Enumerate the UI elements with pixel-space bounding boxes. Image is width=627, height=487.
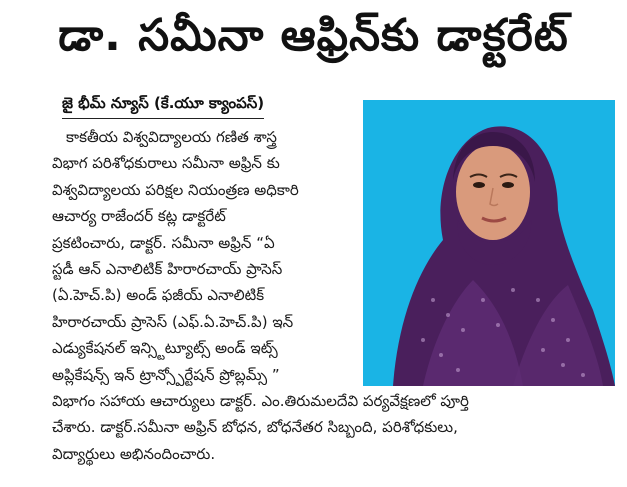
article-line: (ఏ.హెచ్.పి) అండ్ ఫజీయ్ ఎనాలిటిక్ — [52, 286, 265, 305]
article-line: కాకతీయ విశ్వవిద్యాలయ గణిత శాస్త్ర — [66, 128, 277, 146]
portrait-photo — [363, 100, 615, 386]
article-line: ఆచార్య రాజేందర్ కట్ల డాక్టరేట్ — [52, 207, 226, 226]
article-line: ప్రకటించారు, డాక్టర్. సమీనా అఫ్రిన్ “ఏ — [52, 233, 275, 252]
headline: డా. సమీనా ఆఫ్రిన్‌కు డాక్టరేట్ — [58, 10, 569, 61]
article-line: విద్యార్థులు అభినందించారు. — [52, 444, 216, 463]
article-line: హిరారచాయ్ ప్రాసెస్ (ఎఫ్.ఏ.హెచ్.పి) ఇన్ — [52, 312, 294, 331]
article-line: విభాగం సహాయ ఆచార్యులు డాక్టర్. ఎం.తిరుమలదేవి పర్యవేక్షణలో పూర్తి — [52, 392, 469, 411]
portrait-illustration — [363, 100, 615, 386]
article-line: విశ్వవిద్యాలయ పరిక్షల నియంత్రణ అధికారి — [52, 180, 299, 199]
article-line: చేశారు. డాక్టర్.సమీనా అఫ్రిన్ బోధన, బోధనేతర సిబ్బంది, పరిశోధకులు, — [52, 418, 458, 437]
article-line: స్టడీ ఆన్ ఎనాలిటిక్ హిరారచాయ్ ప్రాసెస్ — [52, 260, 283, 279]
article-line: ఎడ్యుకేషనల్ ఇన్స్టిట్యూట్స్ అండ్ ఇట్స్ — [52, 339, 278, 358]
article-line: అప్లికేషన్స్ ఇన్ ట్రాన్స్పోర్టేషన్ ప్రోబ్లమ్స్ ” — [52, 365, 280, 384]
article-line: విభాగ పరిశోధకురాలు సమీనా అఫ్రిన్ కు — [52, 154, 280, 173]
byline: జై భీమ్ న్యూస్ (కే.యూ క్యాంపస్) — [62, 90, 264, 119]
